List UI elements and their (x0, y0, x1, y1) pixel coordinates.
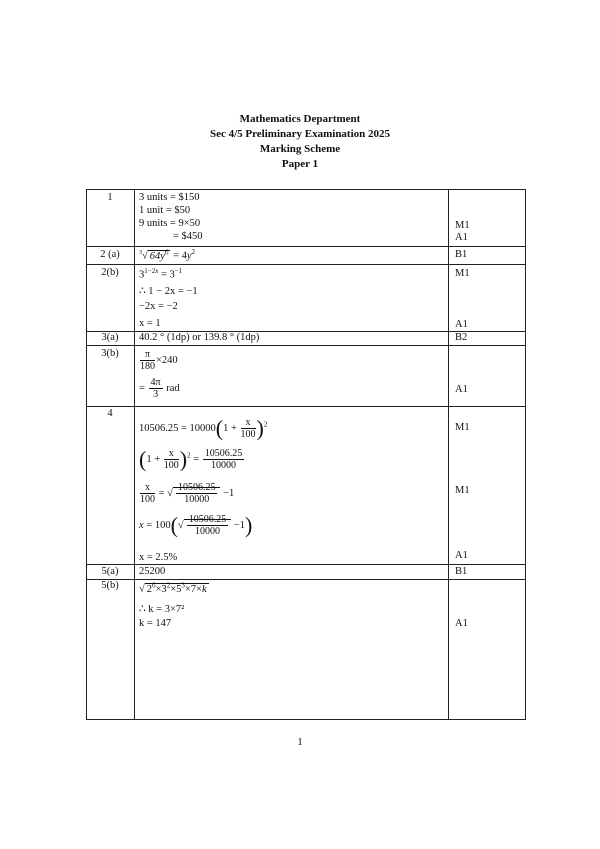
question-number: 2 (a) (100, 249, 120, 260)
column-divider (134, 190, 135, 719)
marking-scheme-table (86, 189, 526, 720)
answer-expression: √ $2^6\times 3^2\times 5^3\times 7\times k$ (139, 581, 207, 595)
answer-expression: $\frac{\pi}{180}$ ×240 (140, 349, 178, 372)
scheme-title: Marking Scheme (259, 143, 341, 155)
exam-title: Sec 4/5 Preliminary Examination 2025 (209, 128, 391, 140)
answer-line: ∴ k = 3×7² (139, 604, 185, 615)
mark: M1 (455, 485, 470, 496)
answer-expression: 10506.25 = 10000(1 + $\frac{x}{100}$ )$^2$ (139, 415, 268, 441)
answer-expression: = $\frac{4\pi}{3}$ rad (139, 377, 180, 400)
mark: A1 (455, 618, 468, 629)
row-divider (87, 345, 525, 346)
mark: B1 (455, 566, 468, 577)
row-divider (87, 579, 525, 580)
answer-line: 25200 (139, 566, 166, 577)
question-number: 5(b) (101, 580, 119, 591)
document-header (0, 112, 600, 172)
row-divider (87, 246, 525, 247)
row-divider (87, 264, 525, 265)
mark: A1 (455, 384, 468, 395)
answer-expression: (1 + $\frac{x}{100}$ )$^2$ = $\frac{10506.25}{10000}$ (139, 446, 243, 472)
answer-line: x = 2.5% (139, 552, 178, 563)
mark: M1 (455, 268, 470, 279)
answer-line: 1 unit = $50 (139, 205, 191, 216)
answer-line: ∴ 1 − 2x = −1 (139, 286, 198, 297)
mark: M1 (455, 422, 470, 433)
mark: B1 (455, 249, 468, 260)
answer-expression: $^3$√ $64y^6 = 4y^2$ (139, 248, 196, 262)
mark: A1 (455, 232, 468, 243)
answer-expression: $\frac{x}{100}$ = √ $\frac{10506.25}{10000}$ −1 (140, 482, 235, 505)
answer-line: x = 1 (139, 318, 161, 329)
mark: A1 (455, 319, 468, 330)
mark: M1 (455, 220, 470, 231)
answer-expression: x = 100(√ $\frac{10506.25}{10000}$ −1) (139, 512, 253, 538)
question-number: 4 (107, 408, 113, 419)
mark: A1 (455, 550, 468, 561)
answer-line: −2x = −2 (139, 301, 178, 312)
question-number: 3(b) (101, 348, 119, 359)
page-number: 1 (297, 736, 303, 748)
answer-line: 40.2 ° (1dp) or 139.8 ° (1dp) (139, 332, 260, 343)
answer-line: k = 147 (139, 618, 172, 629)
row-divider (87, 564, 525, 565)
mark: B2 (455, 332, 468, 343)
paper-title: Paper 1 (281, 158, 319, 170)
question-number: 2(b) (101, 267, 119, 278)
answer-line: 3 units = $150 (139, 192, 200, 203)
equation-lhs: 10506.25 = 10000 (139, 422, 216, 434)
answer-expression: $3^{1-2x} = 3^{-1}$ (139, 267, 183, 281)
row-divider (87, 406, 525, 407)
column-divider (448, 190, 449, 719)
question-number: 3(a) (101, 332, 119, 343)
department-title: Mathematics Department (239, 113, 361, 125)
question-number: 1 (107, 192, 113, 203)
answer-line: = $450 (173, 231, 203, 242)
answer-line: 9 units = 9×50 (139, 218, 201, 229)
question-number: 5(a) (101, 566, 119, 577)
